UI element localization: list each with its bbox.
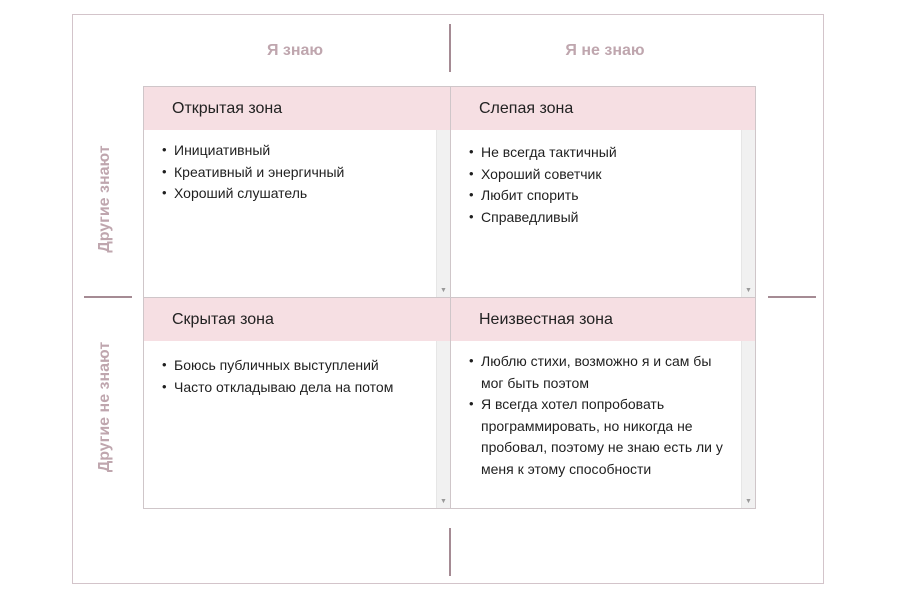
quadrant-unknown-body xyxy=(451,341,741,508)
quadrant-unknown-scrollbar[interactable] xyxy=(741,341,755,508)
list-item: • Часто откладываю дела на потом xyxy=(162,377,436,399)
bottom-divider-tick xyxy=(449,528,451,576)
right-divider-tick xyxy=(768,296,816,298)
row-header-others-dont-know: Другие не знают xyxy=(96,341,113,473)
column-header-i-know: Я знаю xyxy=(266,42,324,59)
quadrant-blind-list xyxy=(469,142,741,228)
quadrant-open xyxy=(144,87,450,297)
scroll-down-icon[interactable]: ▼ xyxy=(440,498,447,505)
list-item: • Не всегда тактичный xyxy=(469,142,741,164)
quadrant-hidden-title: Скрытая зона xyxy=(144,298,450,341)
quadrant-unknown xyxy=(451,298,755,508)
quadrant-open-list xyxy=(162,140,436,205)
scroll-down-icon[interactable]: ▼ xyxy=(745,498,752,505)
quadrant-blind-body xyxy=(451,130,741,297)
list-item: • Креативный и энергичный xyxy=(162,162,436,184)
quadrant-blind-scrollbar[interactable] xyxy=(741,130,755,297)
quadrant-blind-title: Слепая зона xyxy=(451,87,755,130)
scroll-down-icon[interactable]: ▼ xyxy=(745,287,752,294)
quadrant-open-body xyxy=(144,130,436,297)
column-header-i-dont-know: Я не знаю xyxy=(565,42,645,59)
quadrant-grid xyxy=(143,86,756,509)
horizontal-divider xyxy=(144,297,755,298)
quadrant-open-scrollbar[interactable] xyxy=(436,130,450,297)
quadrant-open-title: Открытая зона xyxy=(144,87,450,130)
top-divider-tick xyxy=(449,24,451,72)
row-header-others-know: Другие знают xyxy=(96,145,113,253)
quadrant-hidden-scrollbar[interactable] xyxy=(436,341,450,508)
quadrant-hidden-list xyxy=(162,355,436,398)
list-item: • Боюсь публичных выступлений xyxy=(162,355,436,377)
quadrant-unknown-list xyxy=(469,351,731,480)
list-item: • Хороший слушатель xyxy=(162,183,436,205)
list-item: • Любит спорить xyxy=(469,185,741,207)
quadrant-hidden xyxy=(144,298,450,508)
list-item: • Хороший советчик xyxy=(469,164,741,186)
quadrant-blind xyxy=(451,87,755,297)
list-item: • Я всегда хотел попробовать программировать, но никогда не пробовал, поэтому не знаю есть ли у меня к этому способности xyxy=(469,394,731,480)
quadrant-unknown-title: Неизвестная зона xyxy=(451,298,755,341)
list-item: • Инициативный xyxy=(162,140,436,162)
left-divider-tick xyxy=(84,296,132,298)
list-item: • Справедливый xyxy=(469,207,741,229)
list-item: • Люблю стихи, возможно я и сам бы мог быть поэтом xyxy=(469,351,731,394)
scroll-down-icon[interactable]: ▼ xyxy=(440,287,447,294)
quadrant-hidden-body xyxy=(144,341,436,508)
